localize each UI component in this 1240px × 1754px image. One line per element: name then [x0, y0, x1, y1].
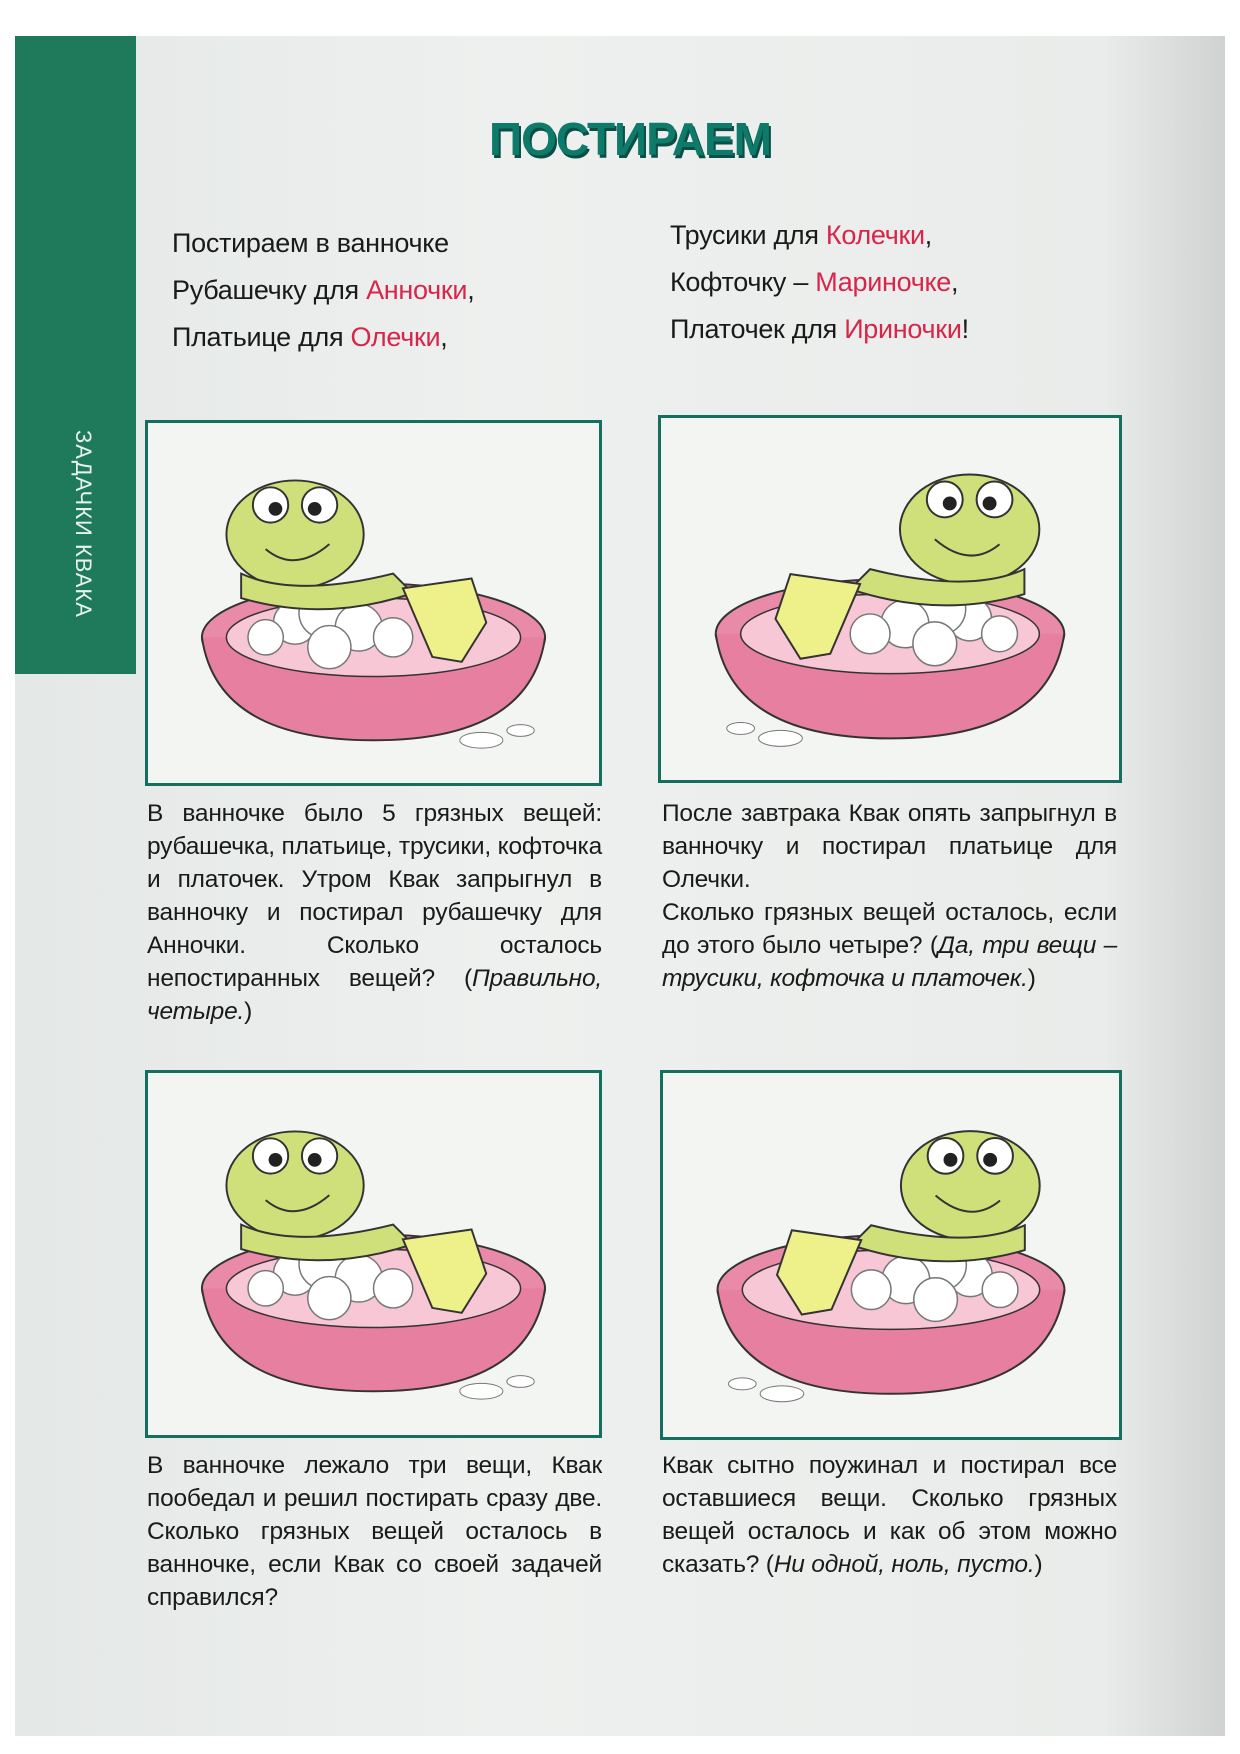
poem-name: Анночки	[366, 275, 468, 305]
poem-text: Постираем в ванночке	[172, 228, 449, 258]
story-answer: Да, три вещи – трусики, кофточка и платочек.	[662, 932, 1118, 992]
poem-line	[172, 267, 474, 314]
story-answer: Правильно, четыре.	[147, 965, 602, 1025]
story-1: В ванночке было 5 грязных вещей: рубашечка, платьице, трусики, кофточка и платочек. Утром Квак запрыгнул в ванночку и постирал рубашечку для Анночки. Сколько осталось непостиранных вещей? (Правильно, четыре.)	[147, 800, 602, 1025]
poem-name: Ириночки	[844, 314, 962, 344]
poem-text: Рубашечку для	[172, 275, 367, 305]
story-text: Квак сытно поужинал и постирал все оставшиеся вещи. Сколько грязных вещей осталось и как об этом можно сказать?	[662, 1452, 1117, 1578]
poem-name: Олечки	[350, 322, 441, 352]
poem-line	[172, 314, 474, 361]
poem-line	[670, 259, 969, 306]
poem-text: Платочек для	[670, 314, 845, 344]
story-question: Сколько грязных вещей осталось, если до этого было четыре?	[662, 899, 1117, 959]
illustration-frog-washing-1	[145, 420, 602, 786]
story-answer: Ни одной, ноль, пусто.	[773, 1551, 1035, 1578]
illustration-frog-washing-3	[145, 1070, 602, 1438]
poem-punct: !	[961, 314, 969, 344]
story-3	[147, 1449, 602, 1614]
poem-name: Мариночке	[815, 267, 952, 297]
story-2: После завтрака Квак опять запрыгнул в ванночку и постирал платьице для Олечки. Сколько грязных вещей осталось, если до этого было четыре? (Да, три вещи – трусики, кофточка и платочек.)	[662, 800, 1118, 992]
poem-right	[670, 212, 969, 353]
poem-text: Кофточку –	[670, 267, 816, 297]
poem-left	[172, 220, 474, 361]
page-title: ПОСТИРАЕМ	[489, 113, 771, 165]
poem-text: Платьице для	[172, 322, 351, 352]
story-text: В ванночке было 5 грязных вещей: рубашечка, платьице, трусики, кофточка и платочек. Утром Квак запрыгнул в ванночку и постирал рубашечку для Анночки. Сколько осталось непостиранных вещей?	[147, 800, 602, 992]
story-text: После завтрака Квак опять запрыгнул в ванночку и постирал платьице для Олечки.	[662, 800, 1117, 893]
poem-punct: ,	[924, 220, 932, 250]
poem-line	[670, 212, 969, 259]
section-label: ЗАДАЧКИ КВАКА	[71, 430, 96, 618]
poem-punct: ,	[467, 275, 475, 305]
poem-line	[670, 306, 969, 353]
poem-text: Трусики для	[670, 220, 826, 250]
story-4: Квак сытно поужинал и постирал все оставшиеся вещи. Сколько грязных вещей осталось и как об этом можно сказать? (Ни одной, ноль, пусто.)	[662, 1452, 1117, 1578]
poem-line	[172, 220, 474, 267]
poem-name: Колечки	[825, 220, 925, 250]
poem-punct: ,	[951, 267, 959, 297]
poem-punct: ,	[440, 322, 448, 352]
illustration-frog-washing-2	[658, 415, 1122, 783]
story-text: В ванночке лежало три вещи, Квак пообедал и решил постирать сразу две. Сколько грязных вещей осталось в ванночке, если Квак со своей задачей справился?	[147, 1452, 602, 1611]
illustration-frog-washing-4	[660, 1070, 1122, 1440]
